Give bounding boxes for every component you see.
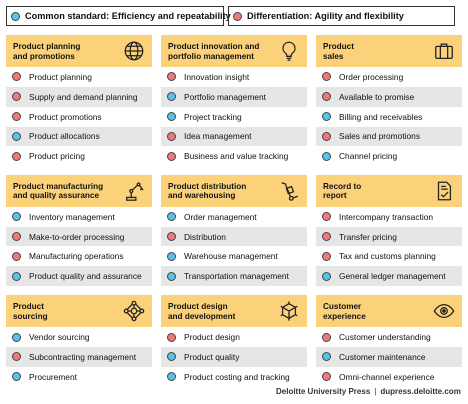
list-item-label: Customer understanding xyxy=(339,332,431,343)
list-item xyxy=(161,266,307,286)
panel-header xyxy=(316,295,462,327)
common-standard-dot-icon xyxy=(12,333,21,342)
footer-publisher: Deloitte University Press xyxy=(276,387,371,396)
panel-header xyxy=(161,35,307,67)
robot-arm-icon xyxy=(123,180,145,202)
panel-header xyxy=(161,175,307,207)
common-standard-dot-icon xyxy=(12,212,21,221)
differentiation-dot-icon xyxy=(12,232,21,241)
panel-item-list xyxy=(316,67,462,166)
common-standard-dot-icon xyxy=(12,372,21,381)
list-item xyxy=(6,266,152,286)
list-item xyxy=(316,87,462,107)
panel-title: Product design and development xyxy=(168,302,236,321)
list-item xyxy=(6,247,152,267)
list-item xyxy=(161,227,307,247)
panel-customer-experience xyxy=(316,295,462,386)
list-item-label: Billing and receivables xyxy=(339,111,423,122)
footer xyxy=(276,387,461,396)
panel-title: Product distribution and warehousing xyxy=(168,181,247,201)
differentiation-dot-icon xyxy=(12,152,21,161)
panel-title: Product innovation and portfolio management xyxy=(168,42,260,61)
panel-product-sales xyxy=(316,35,462,166)
legend-differentiation-label: Differentiation: Agility and flexibility xyxy=(247,11,404,21)
list-item-label: Channel pricing xyxy=(339,151,398,162)
differentiation-dot-icon xyxy=(322,333,331,342)
common-standard-dot-icon xyxy=(167,272,176,281)
panel-header xyxy=(161,295,307,327)
differentiation-dot-icon xyxy=(12,252,21,261)
list-item-label: Product quality and assurance xyxy=(29,271,142,282)
list-item-label: Available to promise xyxy=(339,91,415,102)
footer-separator: | xyxy=(374,387,377,396)
list-item-label: Idea management xyxy=(184,131,252,142)
panel-item-list xyxy=(161,207,307,286)
common-standard-dot-icon xyxy=(167,112,176,121)
list-item xyxy=(161,207,307,227)
panel-header xyxy=(6,295,152,327)
common-standard-dot-icon xyxy=(167,252,176,261)
list-item xyxy=(161,347,307,367)
list-item-label: Product allocations xyxy=(29,131,100,142)
list-item-label: Innovation insight xyxy=(184,71,250,82)
list-item xyxy=(316,327,462,347)
list-item xyxy=(6,87,152,107)
panel-product-innovation-and-portfolio-management xyxy=(161,35,307,166)
list-item xyxy=(316,347,462,367)
list-item-label: Product quality xyxy=(184,351,240,362)
document-check-icon xyxy=(433,180,455,202)
list-item-label: Intercompany transaction xyxy=(339,211,434,222)
list-item-label: Transfer pricing xyxy=(339,231,397,242)
differentiation-dot-icon xyxy=(322,212,331,221)
list-item-label: Order processing xyxy=(339,71,404,82)
list-item xyxy=(6,67,152,87)
cube-icon xyxy=(278,300,300,322)
common-standard-dot-icon xyxy=(12,272,21,281)
list-item xyxy=(6,327,152,347)
panel-header xyxy=(316,175,462,207)
list-item xyxy=(316,266,462,286)
differentiation-dot-icon xyxy=(322,232,331,241)
list-item xyxy=(6,207,152,227)
list-item xyxy=(316,227,462,247)
common-standard-dot-icon xyxy=(167,372,176,381)
list-item xyxy=(161,327,307,347)
panel-title: Customer experience xyxy=(323,302,366,321)
list-item-label: Product promotions xyxy=(29,111,102,122)
list-item xyxy=(161,67,307,87)
list-item-label: Make-to-order processing xyxy=(29,231,125,242)
luggage-icon xyxy=(433,40,455,62)
list-item-label: Distribution xyxy=(184,231,226,242)
differentiation-dot-icon xyxy=(167,232,176,241)
panel-header xyxy=(6,35,152,67)
list-item xyxy=(6,367,152,387)
legend-common xyxy=(6,6,231,26)
common-standard-dot-icon xyxy=(12,132,21,141)
list-item-label: Omni-channel experience xyxy=(339,371,435,382)
differentiation-dot-icon xyxy=(167,152,176,161)
panel-header xyxy=(6,175,152,207)
differentiation-dot-icon xyxy=(12,112,21,121)
differentiation-dot-icon xyxy=(322,92,331,101)
list-item-label: Tax and customs planning xyxy=(339,251,436,262)
capability-grid xyxy=(6,35,462,386)
list-item xyxy=(161,127,307,147)
network-icon xyxy=(123,300,145,322)
common-standard-dot-icon xyxy=(167,352,176,361)
panel-item-list xyxy=(316,327,462,386)
differentiation-dot-icon xyxy=(167,333,176,342)
list-item-label: Product costing and tracking xyxy=(184,371,290,382)
panel-item-list xyxy=(161,67,307,166)
legend xyxy=(6,6,455,26)
list-item xyxy=(316,146,462,166)
list-item xyxy=(161,107,307,127)
differentiation-dot-icon xyxy=(322,252,331,261)
panel-title: Product sourcing xyxy=(13,302,48,321)
panel-product-manufacturing-and-quality-assurance xyxy=(6,175,152,286)
differentiation-dot-icon xyxy=(167,132,176,141)
differentiation-dot-icon xyxy=(167,72,176,81)
common-standard-dot-icon xyxy=(322,352,331,361)
common-standard-dot-icon xyxy=(167,92,176,101)
list-item xyxy=(316,107,462,127)
list-item-label: Manufacturing operations xyxy=(29,251,124,262)
differentiation-dot-icon xyxy=(12,92,21,101)
list-item-label: Warehouse management xyxy=(184,251,278,262)
list-item-label: Project tracking xyxy=(184,111,242,122)
list-item-label: Product planning xyxy=(29,71,92,82)
panel-product-sourcing xyxy=(6,295,152,386)
globe-icon xyxy=(123,40,145,62)
common-standard-dot-icon xyxy=(322,112,331,121)
list-item xyxy=(316,67,462,87)
panel-title: Product planning and promotions xyxy=(13,42,81,61)
panel-product-distribution-and-warehousing xyxy=(161,175,307,286)
panel-item-list xyxy=(6,207,152,286)
list-item xyxy=(6,347,152,367)
list-item xyxy=(6,227,152,247)
differentiation-dot-icon xyxy=(12,72,21,81)
list-item xyxy=(316,207,462,227)
panel-item-list xyxy=(161,327,307,386)
list-item-label: Portfolio management xyxy=(184,91,266,102)
list-item-label: Product pricing xyxy=(29,151,85,162)
list-item xyxy=(316,127,462,147)
list-item-label: Business and value tracking xyxy=(184,151,289,162)
differentiation-dot-icon xyxy=(233,12,242,21)
hand-truck-icon xyxy=(278,180,300,202)
common-standard-dot-icon xyxy=(11,12,20,21)
panel-record-to-report xyxy=(316,175,462,286)
list-item xyxy=(161,146,307,166)
lightbulb-icon xyxy=(278,40,300,62)
list-item xyxy=(316,247,462,267)
differentiation-dot-icon xyxy=(322,372,331,381)
list-item xyxy=(161,87,307,107)
panel-title: Product sales xyxy=(323,42,354,61)
legend-differentiation xyxy=(228,6,455,26)
differentiation-dot-icon xyxy=(322,72,331,81)
list-item-label: Transportation management xyxy=(184,271,289,282)
differentiation-dot-icon xyxy=(322,132,331,141)
list-item-label: Product design xyxy=(184,332,240,343)
common-standard-dot-icon xyxy=(322,272,331,281)
panel-item-list xyxy=(316,207,462,286)
list-item xyxy=(161,247,307,267)
common-standard-dot-icon xyxy=(167,212,176,221)
list-item-label: Procurement xyxy=(29,371,77,382)
panel-title: Product manufacturing and quality assurance xyxy=(13,181,104,201)
panel-item-list xyxy=(6,327,152,386)
list-item-label: Subcontracting management xyxy=(29,351,137,362)
panel-header xyxy=(316,35,462,67)
list-item xyxy=(6,127,152,147)
eye-icon xyxy=(433,300,455,322)
panel-item-list xyxy=(6,67,152,166)
common-standard-dot-icon xyxy=(322,152,331,161)
list-item xyxy=(316,367,462,387)
differentiation-dot-icon xyxy=(12,352,21,361)
panel-title: Record to report xyxy=(323,181,362,201)
list-item xyxy=(161,367,307,387)
list-item-label: Supply and demand planning xyxy=(29,91,138,102)
panel-product-design-and-development xyxy=(161,295,307,386)
list-item-label: Vendor sourcing xyxy=(29,332,90,343)
list-item-label: Customer maintenance xyxy=(339,351,426,362)
list-item-label: Sales and promotions xyxy=(339,131,421,142)
panel-product-planning-and-promotions xyxy=(6,35,152,166)
list-item-label: Inventory management xyxy=(29,211,115,222)
legend-common-label: Common standard: Efficiency and repeatability xyxy=(25,11,231,21)
list-item xyxy=(6,146,152,166)
list-item xyxy=(6,107,152,127)
footer-url[interactable]: dupress.deloitte.com xyxy=(380,387,461,396)
list-item-label: General ledger management xyxy=(339,271,446,282)
list-item-label: Order management xyxy=(184,211,257,222)
